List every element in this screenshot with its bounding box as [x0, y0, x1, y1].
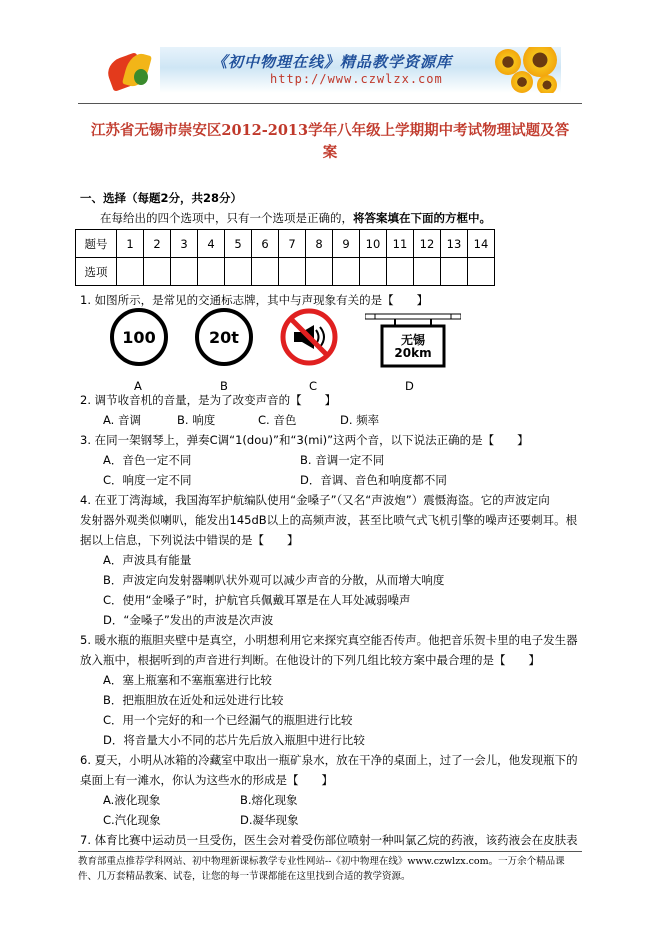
- option-label-a: A: [134, 379, 142, 393]
- distance-text: 20km: [394, 346, 432, 360]
- table-cell: 6: [252, 230, 279, 258]
- table-cell: 5: [225, 230, 252, 258]
- table-cell: 4: [198, 230, 225, 258]
- table-cell: 9: [333, 230, 360, 258]
- header-rule: [78, 103, 582, 104]
- answer-table: [75, 229, 495, 286]
- q2-option-c: C. 音色: [258, 413, 297, 427]
- question-6-line-1: 6. 夏天，小明从冰箱的冷藏室中取出一瓶矿泉水，放在干净的桌面上，过了一会儿，他发现瓶下的: [80, 753, 578, 767]
- weight-limit-text: 20t: [195, 308, 253, 366]
- section-instruction: 在每给出的四个选项中，只有一个选项是正确的，将答案填在下面的方框中。: [100, 211, 491, 225]
- question-5-line-2: 放入瓶中，根据听到的声音进行判断。在他设计的下列几组比较方案中最合理的是【 】: [80, 653, 540, 667]
- q4-option-c: C．使用“金嗓子”时，护航官兵佩戴耳罩是在人耳处减弱噪声: [103, 593, 411, 607]
- no-horn-sign: [280, 308, 338, 370]
- footer-line-1: 教育部重点推荐学科网站、初中物理新课标教学专业性网站--《初中物理在线》www.czwlzx.com。一万余个精品课: [78, 856, 565, 867]
- q5-option-b: B．把瓶胆放在近处和远处进行比较: [103, 693, 284, 707]
- table-cell: 8: [306, 230, 333, 258]
- footer-rule: [78, 851, 582, 852]
- answer-cell[interactable]: [225, 258, 252, 286]
- q4-option-b: B．声波定向发射器喇叭状外观可以减少声音的分散，从而增大响度: [103, 573, 445, 587]
- question-5-line-1: 5. 暖水瓶的瓶胆夹壁中是真空，小明想利用它来探究真空能否传声。他把音乐贺卡里的电子发生器: [80, 633, 578, 647]
- answer-cell[interactable]: [198, 258, 225, 286]
- section-heading: 一、选择（每题2分，共28分）: [80, 191, 243, 205]
- document-title: [78, 120, 582, 164]
- question-6-line-2: 桌面上有一滩水，你认为这些水的形成是【 】: [80, 773, 333, 787]
- question-3: 3. 在同一架钢琴上，弹奏C调“1(dou)”和“3(mi)”这两个音，以下说法正确的是【 】: [80, 433, 529, 447]
- weight-limit-sign: [195, 308, 253, 366]
- table-cell: 12: [414, 230, 441, 258]
- q3-option-b: B. 音调一定不同: [300, 453, 385, 467]
- table-cell: 14: [468, 230, 495, 258]
- footer-line-2: 件、几万套精品教案、试卷，让您的每一节课都能在这里找到合适的教学资源。: [78, 871, 411, 882]
- q5-option-c: C．用一个完好的和一个已经漏气的瓶胆进行比较: [103, 713, 353, 727]
- answer-cell[interactable]: [279, 258, 306, 286]
- title-line-2: 案: [322, 144, 338, 161]
- q5-option-a: A．塞上瓶塞和不塞瓶塞进行比较: [103, 673, 272, 687]
- q3-option-c: C．响度一定不同: [103, 473, 192, 487]
- distance-sign: [365, 312, 461, 372]
- answer-cell[interactable]: [117, 258, 144, 286]
- table-cell: 7: [279, 230, 306, 258]
- table-header-cell: 选项: [76, 258, 117, 286]
- q4-option-d: D．“金嗓子”发出的声波是次声波: [103, 613, 274, 627]
- answer-cell[interactable]: [171, 258, 198, 286]
- table-cell: 13: [441, 230, 468, 258]
- answer-cell[interactable]: [333, 258, 360, 286]
- speed-limit-sign: [110, 308, 168, 366]
- q6-option-b: B.熔化现象: [240, 793, 298, 807]
- q3-option-d: D．音调、音色和响度都不同: [300, 473, 447, 487]
- sunflower-image: [491, 47, 561, 93]
- question-4-line-1: 4. 在亚丁湾海域，我国海军护航编队使用“金嗓子”（又名“声波炮”）震慑海盗。它的声波定向: [80, 493, 550, 507]
- answer-cell[interactable]: [468, 258, 495, 286]
- q3-option-a: A．音色一定不同: [103, 453, 192, 467]
- q4-option-a: A．声波具有能量: [103, 553, 192, 567]
- option-label-d: D: [405, 379, 414, 393]
- question-2: 2. 调节收音机的音量，是为了改变声音的【 】: [80, 393, 337, 407]
- table-cell: 2: [144, 230, 171, 258]
- answer-cell[interactable]: [252, 258, 279, 286]
- answer-cell[interactable]: [441, 258, 468, 286]
- site-logo: [100, 47, 160, 93]
- answer-cell[interactable]: [360, 258, 387, 286]
- banner-url[interactable]: http://www.czwlzx.com: [270, 72, 443, 86]
- answer-cell[interactable]: [414, 258, 441, 286]
- question-4-line-2: 发射器外观类似喇叭，能发出145dB以上的高频声波，甚至比喷气式飞机引擎的噪声还要刺耳。根: [80, 513, 578, 527]
- question-4-line-3: 据以上信息，下列说法中错误的是【 】: [80, 533, 299, 547]
- table-cell: 3: [171, 230, 198, 258]
- q5-option-d: D．将音量大小不同的芯片先后放入瓶胆中进行比较: [103, 733, 365, 747]
- table-row-numbers: [76, 230, 495, 258]
- table-cell: 10: [360, 230, 387, 258]
- speed-limit-text: 100: [110, 308, 168, 366]
- title-line-1: 江苏省无锡市崇安区2012-2013学年八年级上学期期中考试物理试题及答: [90, 122, 570, 139]
- page-footer: [78, 854, 582, 884]
- table-row-answers: [76, 258, 495, 286]
- header-banner: [100, 47, 561, 93]
- question-1: 1. 如图所示，是常见的交通标志牌，其中与声现象有关的是【 】: [80, 293, 429, 307]
- q2-option-b: B. 响度: [177, 413, 216, 427]
- banner-title: 《初中物理在线》精品教学资源库: [212, 53, 453, 71]
- q2-option-a: A. 音调: [103, 413, 141, 427]
- no-horn-icon: [280, 308, 338, 366]
- table-header-cell: 题号: [76, 230, 117, 258]
- option-label-c: C: [309, 379, 318, 393]
- q6-option-c: C.汽化现象: [103, 813, 161, 827]
- question-7: 7. 体育比赛中运动员一旦受伤，医生会对着受伤部位喷射一种叫氯乙烷的药液，该药液会在皮肤表: [80, 833, 578, 847]
- answer-cell[interactable]: [387, 258, 414, 286]
- answer-cell[interactable]: [306, 258, 333, 286]
- q6-option-a: A.液化现象: [103, 793, 161, 807]
- destination-text: 无锡: [400, 333, 425, 347]
- q2-option-d: D. 频率: [340, 413, 380, 427]
- answer-cell[interactable]: [144, 258, 171, 286]
- option-label-b: B: [220, 379, 228, 393]
- q6-option-d: D.凝华现象: [240, 813, 299, 827]
- table-cell: 1: [117, 230, 144, 258]
- table-cell: 11: [387, 230, 414, 258]
